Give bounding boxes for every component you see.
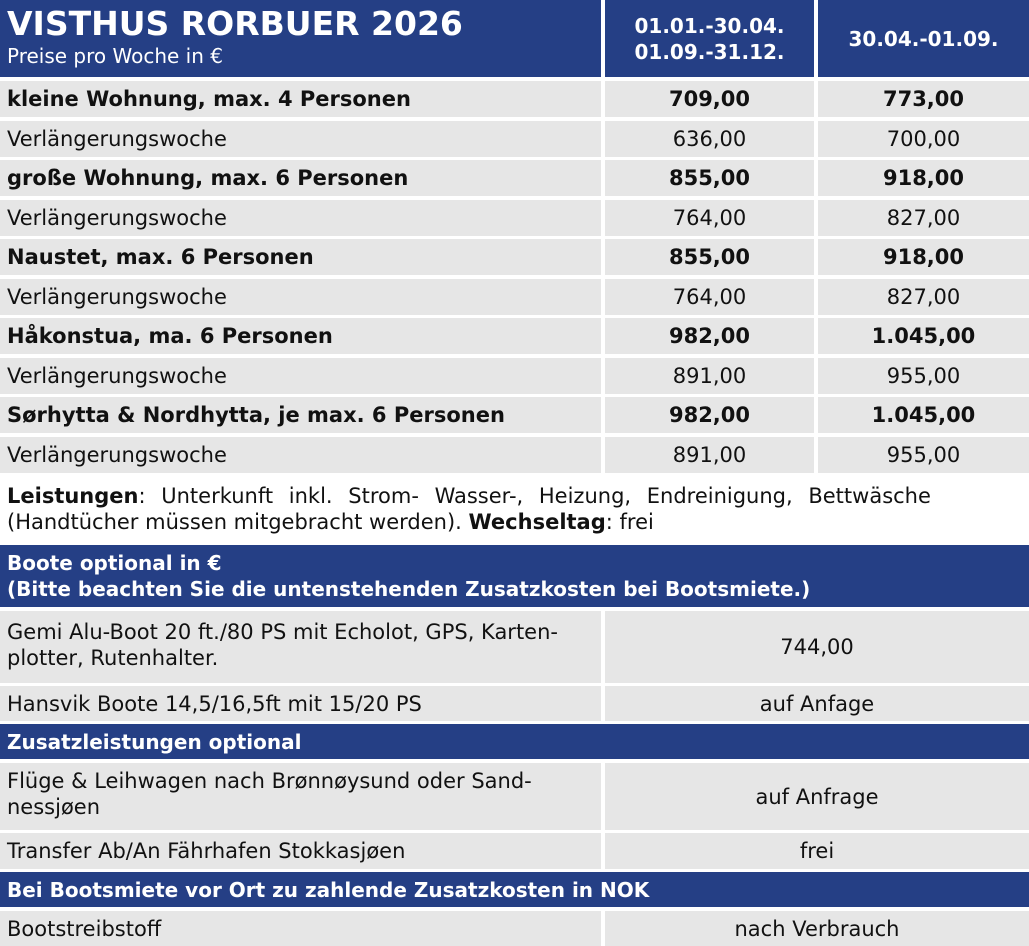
price-season2: 918,00 <box>882 166 965 190</box>
zusatz-fluege-label <box>0 763 601 830</box>
price-season1-cell <box>605 200 814 236</box>
unit-label: Håkonstua, ma. 6 Personen <box>7 324 333 348</box>
leistungen-text2: (Handtücher müssen mitgebracht werden). <box>7 510 469 534</box>
price-season1: 636,00 <box>672 127 747 151</box>
price-season1: 982,00 <box>668 324 751 348</box>
price-season2: 773,00 <box>882 87 965 111</box>
price-season1-cell <box>605 160 814 196</box>
boote-heading-line2: (Bitte beachten Sie die untenstehenden Zusatzkosten bei Bootsmiete.) <box>7 577 811 601</box>
price-season1-cell <box>605 121 814 157</box>
boot-gemi-line2: plotter, Rutenhalter. <box>7 646 219 670</box>
page-subtitle: Preise pro Woche in € <box>7 44 223 68</box>
header-title-cell <box>0 0 601 77</box>
unit-label: kleine Wohnung, max. 4 Personen <box>7 87 411 111</box>
boot-gemi-price-cell <box>605 611 1029 683</box>
zusatz-fluege-value-cell <box>605 763 1029 830</box>
boote-heading-line1: Boote optional in € <box>7 551 222 575</box>
leistungen-label: Leistungen <box>7 484 139 508</box>
boot-hansvik-price-cell <box>605 686 1029 721</box>
price-season2-cell <box>818 318 1029 354</box>
leistungen-line1 <box>7 483 1023 509</box>
extension-week-label: Verlängerungswoche <box>7 364 227 388</box>
zusatz-transfer-label: Transfer Ab/An Fährhafen Stokkasjøen <box>7 839 406 863</box>
extension-week-label: Verlängerungswoche <box>7 127 227 151</box>
price-season1: 764,00 <box>672 285 747 309</box>
unit-label-cell <box>0 397 601 433</box>
boot-gemi-line1: Gemi Alu-Boot 20 ft./80 PS mit Echolot, GPS, Karten- <box>7 620 558 644</box>
boote-heading <box>0 545 1029 607</box>
price-season2: 827,00 <box>886 206 961 230</box>
wechseltag-value: : frei <box>605 510 654 534</box>
extension-week-label-cell <box>0 279 601 315</box>
unit-label: große Wohnung, max. 6 Personen <box>7 166 409 190</box>
price-season1: 891,00 <box>672 364 747 388</box>
page-title: VISTHUS RORBUER 2026 <box>7 4 463 43</box>
season2-label: 30.04.-01.09. <box>848 26 999 51</box>
price-season2-cell <box>818 200 1029 236</box>
price-season2-cell <box>818 81 1029 117</box>
price-season2: 955,00 <box>886 364 961 388</box>
price-season1: 982,00 <box>668 403 751 427</box>
price-season1-cell <box>605 279 814 315</box>
zusatz-fluege-line2: nessjøen <box>7 795 101 819</box>
unit-label-cell <box>0 239 601 275</box>
nok-heading-text: Bei Bootsmiete vor Ort zu zahlende Zusatzkosten in NOK <box>7 877 650 902</box>
unit-label-cell <box>0 81 601 117</box>
extension-week-label-cell <box>0 437 601 473</box>
price-season1: 764,00 <box>672 206 747 230</box>
nok-item-label-cell <box>0 911 601 946</box>
extension-week-label: Verlängerungswoche <box>7 443 227 467</box>
price-season2-cell <box>818 160 1029 196</box>
price-season2-cell <box>818 437 1029 473</box>
extension-week-label-cell <box>0 121 601 157</box>
nok-item-label: Bootstreibstoff <box>7 916 162 941</box>
leistungen-text1: : Unterkunft inkl. Strom- Wasser-, Heizung, Endreinigung, Bettwäsche <box>138 484 931 508</box>
unit-label: Sørhytta & Nordhytta, je max. 6 Personen <box>7 403 505 427</box>
price-season2: 955,00 <box>886 443 961 467</box>
price-season1: 709,00 <box>668 87 751 111</box>
price-season2: 1.045,00 <box>871 324 976 348</box>
price-season2-cell <box>818 239 1029 275</box>
price-season1-cell <box>605 239 814 275</box>
zusatz-heading <box>0 724 1029 759</box>
leistungen-cell <box>0 480 1029 542</box>
price-season2: 700,00 <box>886 127 961 151</box>
price-season2: 827,00 <box>886 285 961 309</box>
extension-week-label-cell <box>0 358 601 394</box>
price-season2-cell <box>818 397 1029 433</box>
boot-hansvik-label-cell <box>0 686 601 721</box>
price-season2: 918,00 <box>882 245 965 269</box>
zusatz-transfer-value: frei <box>799 839 835 863</box>
price-season1-cell <box>605 358 814 394</box>
price-season2-cell <box>818 279 1029 315</box>
boot-gemi-label <box>0 611 601 683</box>
season1-line2: 01.09.-31.12. <box>634 39 785 64</box>
price-season1: 855,00 <box>668 166 751 190</box>
boot-gemi-price: 744,00 <box>780 635 854 659</box>
zusatz-heading-text: Zusatzleistungen optional <box>7 729 302 754</box>
price-season1-cell <box>605 437 814 473</box>
unit-label-cell <box>0 318 601 354</box>
price-season2: 1.045,00 <box>871 403 976 427</box>
wechseltag-label: Wechseltag <box>468 510 606 534</box>
zusatz-fluege-line1: Flüge & Leihwagen nach Brønnøysund oder Sand- <box>7 769 532 793</box>
boot-hansvik-price: auf Anfage <box>759 691 875 716</box>
extension-week-label-cell <box>0 200 601 236</box>
zusatz-transfer-value-cell <box>605 833 1029 869</box>
leistungen-line2 <box>7 509 1023 535</box>
price-season1-cell <box>605 318 814 354</box>
price-season1-cell <box>605 397 814 433</box>
boot-hansvik-label: Hansvik Boote 14,5/16,5ft mit 15/20 PS <box>7 691 422 716</box>
season2-header <box>818 0 1029 77</box>
price-season2-cell <box>818 358 1029 394</box>
extension-week-label: Verlängerungswoche <box>7 285 227 309</box>
price-season1: 855,00 <box>668 245 751 269</box>
price-season1-cell <box>605 81 814 117</box>
zusatz-fluege-value: auf Anfrage <box>755 784 879 809</box>
season1-line1: 01.01.-30.04. <box>634 13 785 38</box>
nok-heading <box>0 872 1029 907</box>
season1-header <box>605 0 814 77</box>
price-season2-cell <box>818 121 1029 157</box>
zusatz-transfer-label-cell <box>0 833 601 869</box>
price-season1: 891,00 <box>672 443 747 467</box>
nok-item-value-cell <box>605 911 1029 946</box>
unit-label: Naustet, max. 6 Personen <box>7 245 314 269</box>
nok-item-value: nach Verbrauch <box>734 916 900 941</box>
extension-week-label: Verlängerungswoche <box>7 206 227 230</box>
unit-label-cell <box>0 160 601 196</box>
